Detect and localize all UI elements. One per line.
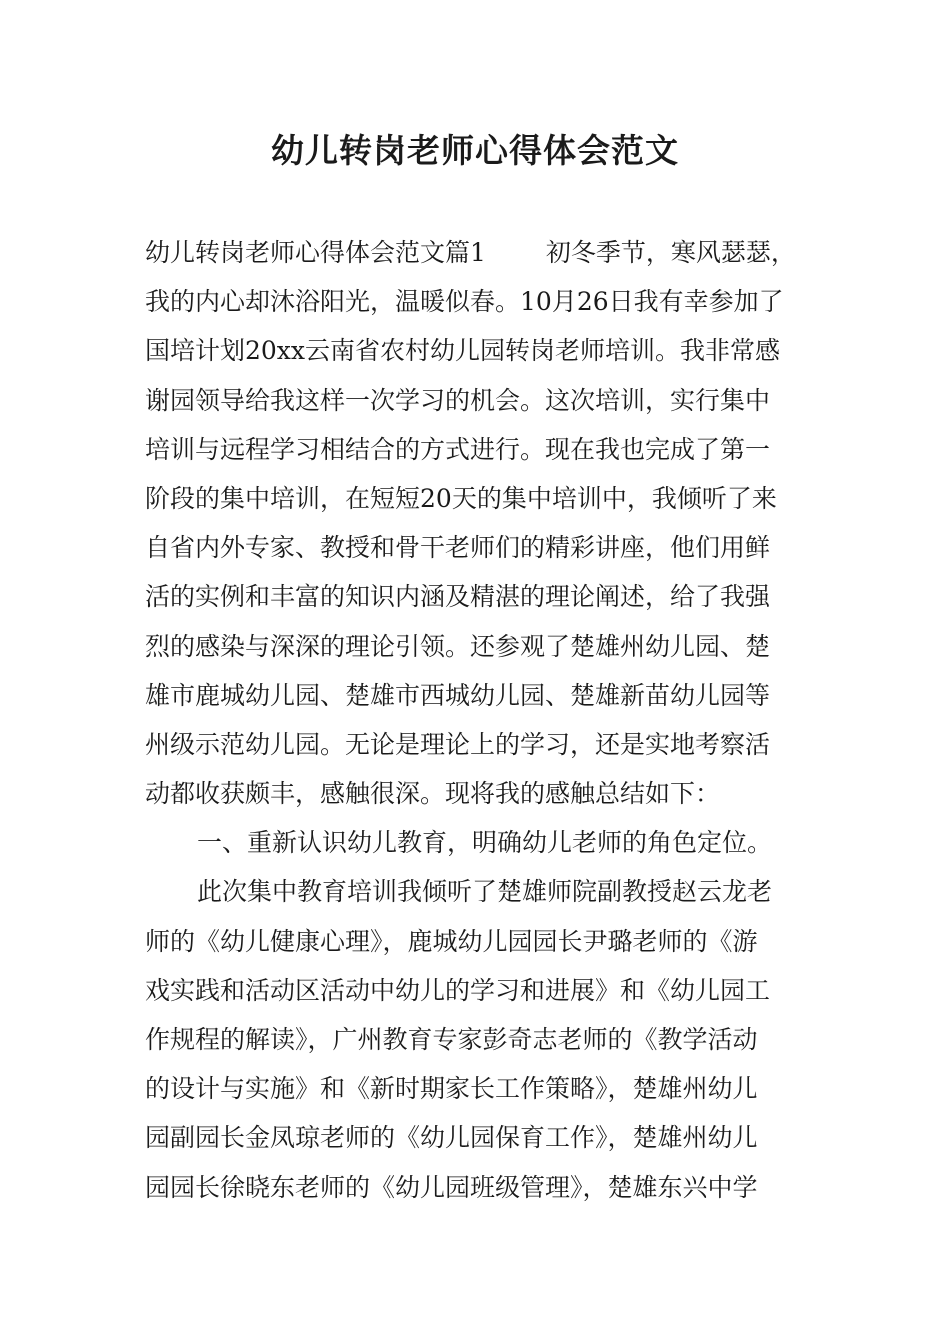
text-line: 州级示范幼儿园。无论是理论上的学习，还是实地考察活 xyxy=(145,729,771,759)
text-line: 培训与远程学习相结合的方式进行。现在我也完成了第一 xyxy=(145,434,771,464)
text-line: 园园长徐晓东老师的《幼儿园班级管理》，楚雄东兴中学 xyxy=(145,1172,758,1202)
document-body xyxy=(145,228,807,1212)
text-line: 谢园领导给我这样一次学习的机会。这次培训，实行集中 xyxy=(145,385,771,415)
text-line: 师的《幼儿健康心理》，鹿城幼儿园园长尹璐老师的《游 xyxy=(145,926,758,956)
text-line: 活的实例和丰富的知识内涵及精湛的理论阐述，给了我强 xyxy=(145,582,771,612)
text-line: 阶段的集中培训，在短短20天的集中培训中，我倾听了来 xyxy=(145,483,777,513)
text-line: 此次集中教育培训我倾听了楚雄师院副教授赵云龙老 xyxy=(197,877,773,907)
text-line: 我的内心却沐浴阳光，温暖似春。10月26日我有幸参加了 xyxy=(145,287,784,317)
text-line-segment: 初冬季节，寒风瑟瑟， xyxy=(545,238,796,267)
document-title: 幼儿转岗老师心得体会范文 xyxy=(271,131,679,170)
text-line: 雄市鹿城幼儿园、楚雄市西城幼儿园、楚雄新苗幼儿园等 xyxy=(145,680,771,710)
text-line: 烈的感染与深深的理论引领。还参观了楚雄州幼儿园、楚 xyxy=(145,631,771,661)
text-line: 自省内外专家、教授和骨干老师们的精彩讲座，他们用鲜 xyxy=(145,533,771,563)
spacer xyxy=(486,228,546,277)
text-line: 戏实践和活动区活动中幼儿的学习和进展》和《幼儿园工 xyxy=(145,975,771,1005)
heading-line: 一、重新认识幼儿教育，明确幼儿老师的角色定位。 xyxy=(197,828,773,858)
text-line: 园副园长金凤琼老师的《幼儿园保育工作》，楚雄州幼儿 xyxy=(145,1123,758,1153)
text-line: 作规程的解读》，广州教育专家彭奇志老师的《教学活动 xyxy=(145,1025,758,1054)
text-line: 国培计划20xx云南省农村幼儿园转岗老师培训。我非常感 xyxy=(145,336,781,366)
text-line: 的设计与实施》和《新时期家长工作策略》，楚雄州幼儿 xyxy=(145,1074,758,1104)
text-line xyxy=(145,228,807,277)
section-label: 幼儿转岗老师心得体会范文篇1 xyxy=(145,238,486,267)
text-line: 动都收获颇丰，感触很深。现将我的感触总结如下： xyxy=(145,779,721,809)
